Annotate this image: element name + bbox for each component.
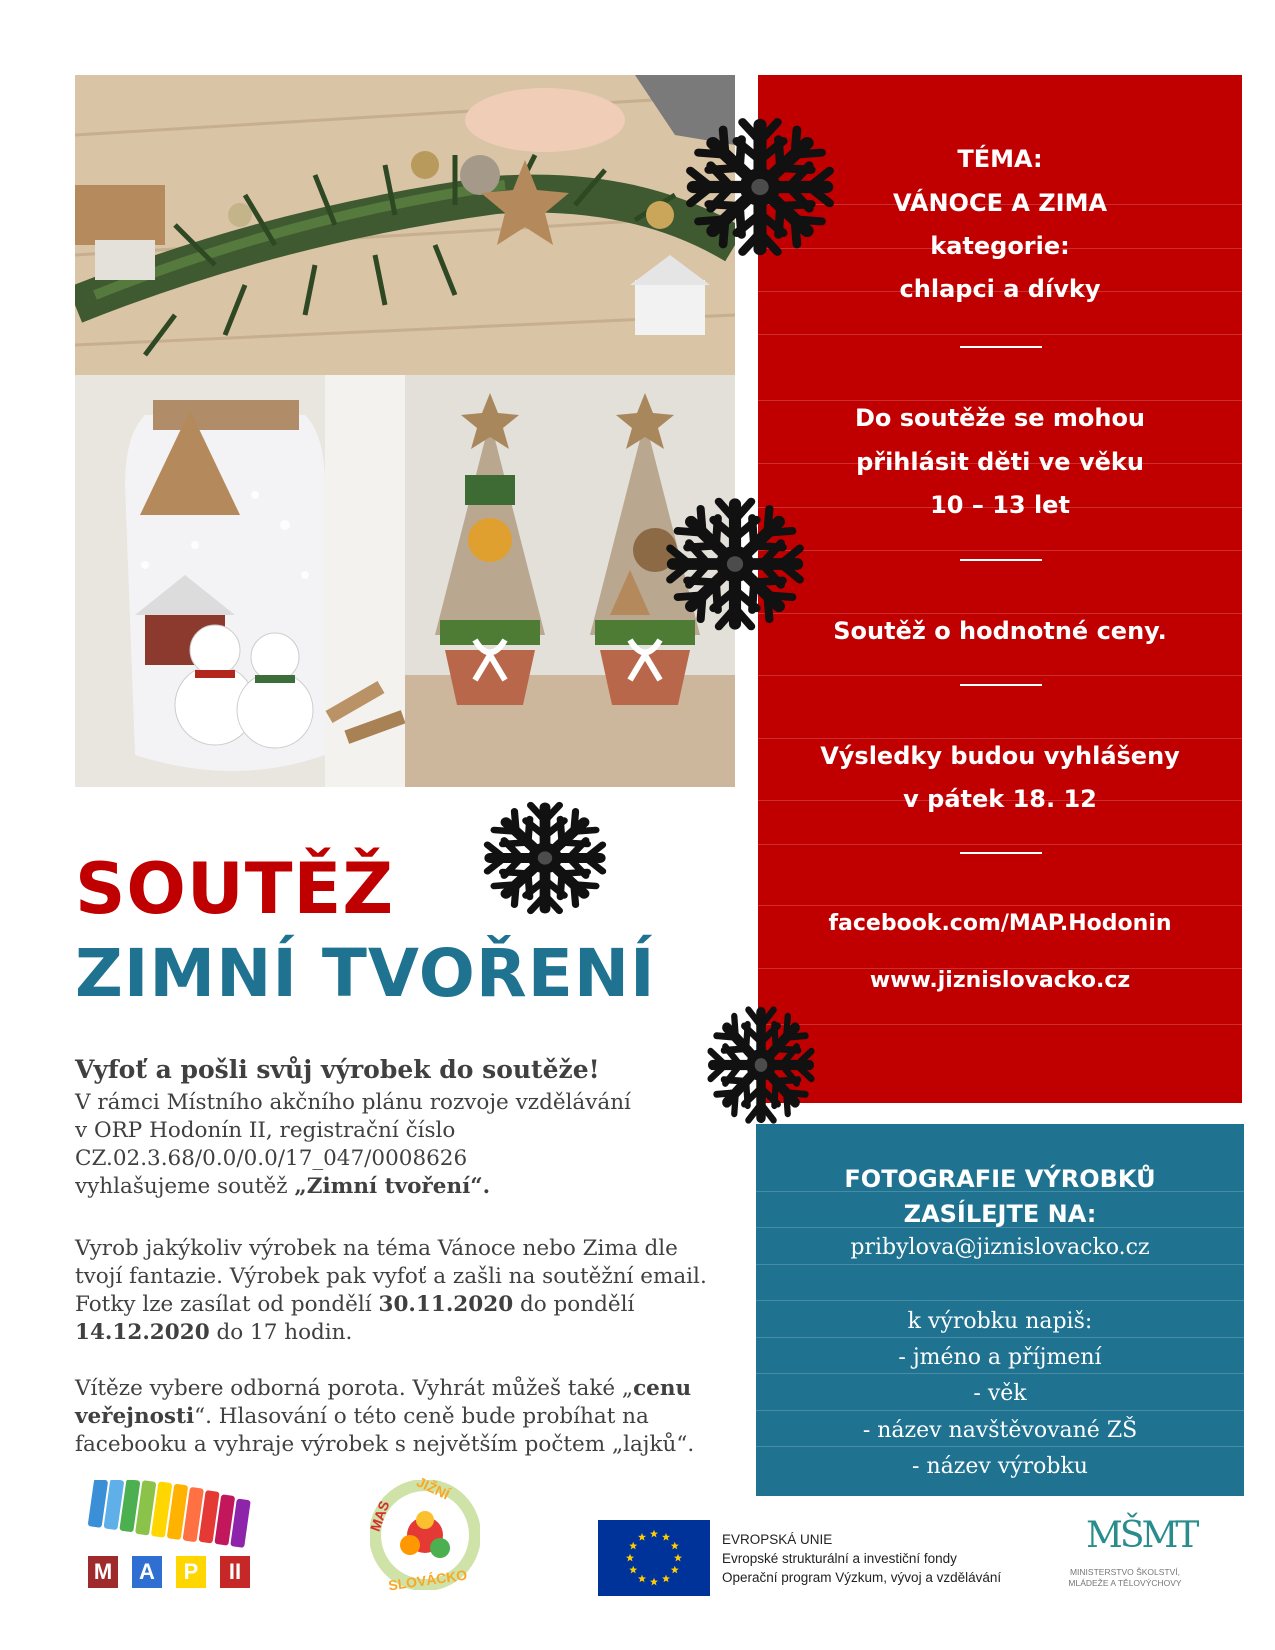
eu-star	[629, 1542, 637, 1550]
eu-star	[662, 1533, 670, 1541]
text-line: Vyrob jakýkoliv výrobek na téma Vánoce nebo Zima dle	[75, 1236, 678, 1261]
paragraph-instructions	[75, 1235, 725, 1347]
text-span: do 17 hodin.	[209, 1320, 353, 1345]
public-prize: veřejnosti	[75, 1404, 195, 1429]
start-date: 30.11.2020	[378, 1292, 514, 1317]
eu-stars-icon	[598, 1520, 710, 1596]
eu-star	[674, 1554, 682, 1562]
paragraph-jury	[75, 1375, 725, 1459]
text-line: facebooku a vyhraje výrobek s největším počtem „lajků“.	[75, 1432, 695, 1457]
snowflake-icon	[680, 115, 840, 260]
age-line-1: Do soutěže se mohou	[854, 404, 1146, 432]
eu-star	[629, 1566, 637, 1574]
lead-text: Vyfoť a pošli svůj výrobek do soutěže!	[75, 1055, 600, 1084]
photo-decorated-jar	[75, 375, 405, 787]
website-link[interactable]: www.jiznislovacko.cz	[869, 968, 1131, 993]
write-label: k výrobku napiš:	[907, 1309, 1093, 1334]
eu-star	[671, 1566, 679, 1574]
list-item: - název výrobku	[912, 1454, 1088, 1479]
panel-rule	[758, 844, 1242, 845]
separator-dash	[960, 559, 1042, 561]
list-item: - věk	[973, 1381, 1027, 1406]
msmt-text	[1050, 1567, 1200, 1589]
text-line	[75, 1375, 725, 1403]
msmt-mark: MŠMT	[1086, 1515, 1197, 1556]
panel-rule	[756, 1373, 1244, 1374]
theme-value: VÁNOCE A ZIMA	[892, 189, 1108, 217]
eu-line: Operační program Výzkum, vývoj a vzdělávání	[722, 1570, 1002, 1585]
panel-rule	[758, 550, 1242, 551]
mas-logo	[366, 1473, 480, 1594]
panel-rule	[756, 1300, 1244, 1301]
text-span: Vítěze vybere odborná porota. Vyhrát můžeš také „	[75, 1376, 634, 1401]
eu-star	[662, 1575, 670, 1583]
panel-rule	[758, 905, 1242, 906]
separator-dash	[960, 684, 1042, 686]
category-label: kategorie:	[930, 232, 1070, 260]
end-date: 14.12.2020	[75, 1320, 210, 1345]
panel-rule	[756, 1446, 1244, 1447]
page-title: SOUTĚŽ	[75, 848, 395, 930]
panel-rule	[758, 334, 1242, 335]
map-letter: P	[176, 1556, 206, 1588]
map-logo	[80, 1480, 270, 1590]
submit-heading-2: ZASÍLEJTE NA:	[903, 1200, 1097, 1228]
eu-line: Evropské strukturální a investiční fondy	[722, 1551, 957, 1566]
panel-rule	[758, 675, 1242, 676]
separator-dash	[960, 346, 1042, 348]
eu-star	[638, 1533, 646, 1541]
age-line-3: 10 – 13 let	[930, 491, 1070, 519]
panel-rule	[758, 738, 1242, 739]
text-span: “. Hlasování o této ceně bude probíhat na	[194, 1404, 649, 1429]
text-span: vyhlašujeme soutěž	[75, 1174, 295, 1199]
mas-label: MAS	[366, 1498, 393, 1534]
text-line	[75, 1319, 725, 1347]
text-line	[75, 1291, 725, 1319]
panel-rule	[758, 1024, 1242, 1025]
msmt-line: MLÁDEŽE A TĚLOVÝCHOVY	[1068, 1578, 1182, 1588]
results-line-2: v pátek 18. 12	[903, 785, 1097, 813]
text-line: v ORP Hodonín II, registrační číslo	[75, 1118, 456, 1143]
map-letter: II	[220, 1556, 250, 1588]
submit-heading-1: FOTOGRAFIE VÝROBKŮ	[844, 1165, 1156, 1193]
panel-rule	[756, 1264, 1244, 1265]
mas-arc-top: JIŽNÍ	[414, 1473, 453, 1503]
text-line	[75, 1173, 725, 1201]
text-line: tvojí fantazie. Výrobek pak vyfoť a zašli na soutěžní email.	[75, 1264, 707, 1289]
age-line-2: přihlásit děti ve věku	[856, 448, 1144, 476]
submit-panel	[756, 1124, 1244, 1496]
submit-email[interactable]: pribylova@jiznislovacko.cz	[850, 1235, 1150, 1260]
panel-rule	[758, 613, 1242, 614]
text-line: V rámci Místního akčního plánu rozvoje vzdělávání	[75, 1090, 631, 1115]
map-letter: A	[132, 1556, 162, 1588]
msmt-logo	[1050, 1515, 1200, 1595]
text-line: CZ.02.3.68/0.0/0.0/17_047/0008626	[75, 1146, 468, 1171]
results-line-1: Výsledky budou vyhlášeny	[820, 742, 1180, 770]
eu-star	[650, 1530, 658, 1538]
text-span: do pondělí	[513, 1292, 635, 1317]
text-line	[75, 1403, 725, 1431]
public-prize: cenu	[633, 1376, 692, 1401]
eu-line: EVROPSKÁ UNIE	[722, 1532, 833, 1547]
separator-dash	[960, 852, 1042, 854]
photo-wreath	[75, 75, 735, 375]
paragraph-intro	[75, 1089, 725, 1201]
snowflake-icon	[662, 495, 808, 633]
map-letter: M	[88, 1556, 118, 1588]
eu-flag	[598, 1520, 710, 1596]
list-item: - název navštěvované ZŠ	[862, 1418, 1138, 1443]
contest-name: „Zimní tvoření“.	[294, 1174, 491, 1199]
panel-rule	[758, 400, 1242, 401]
eu-star	[638, 1575, 646, 1583]
page-subtitle: ZIMNÍ TVOŘENÍ	[75, 935, 656, 1012]
prize-text: Soutěž o hodnotné ceny.	[833, 617, 1167, 645]
facebook-link[interactable]: facebook.com/MAP.Hodonin	[828, 911, 1172, 936]
panel-rule	[756, 1337, 1244, 1338]
mas-arc-bottom: SLOVÁCKO	[387, 1566, 469, 1594]
panel-rule	[756, 1410, 1244, 1411]
theme-label: TÉMA:	[957, 145, 1043, 173]
eu-star	[650, 1578, 658, 1586]
eu-star	[671, 1542, 679, 1550]
list-item: - jméno a příjmení	[898, 1345, 1102, 1370]
eu-text	[722, 1530, 1001, 1587]
snowflake-icon	[480, 800, 610, 916]
category-value: chlapci a dívky	[899, 275, 1101, 303]
msmt-line: MINISTERSTVO ŠKOLSTVÍ,	[1069, 1567, 1181, 1577]
text-span: Fotky lze zasílat od pondělí	[75, 1292, 379, 1317]
eu-star	[626, 1554, 634, 1562]
pencils-icon	[80, 1480, 270, 1550]
